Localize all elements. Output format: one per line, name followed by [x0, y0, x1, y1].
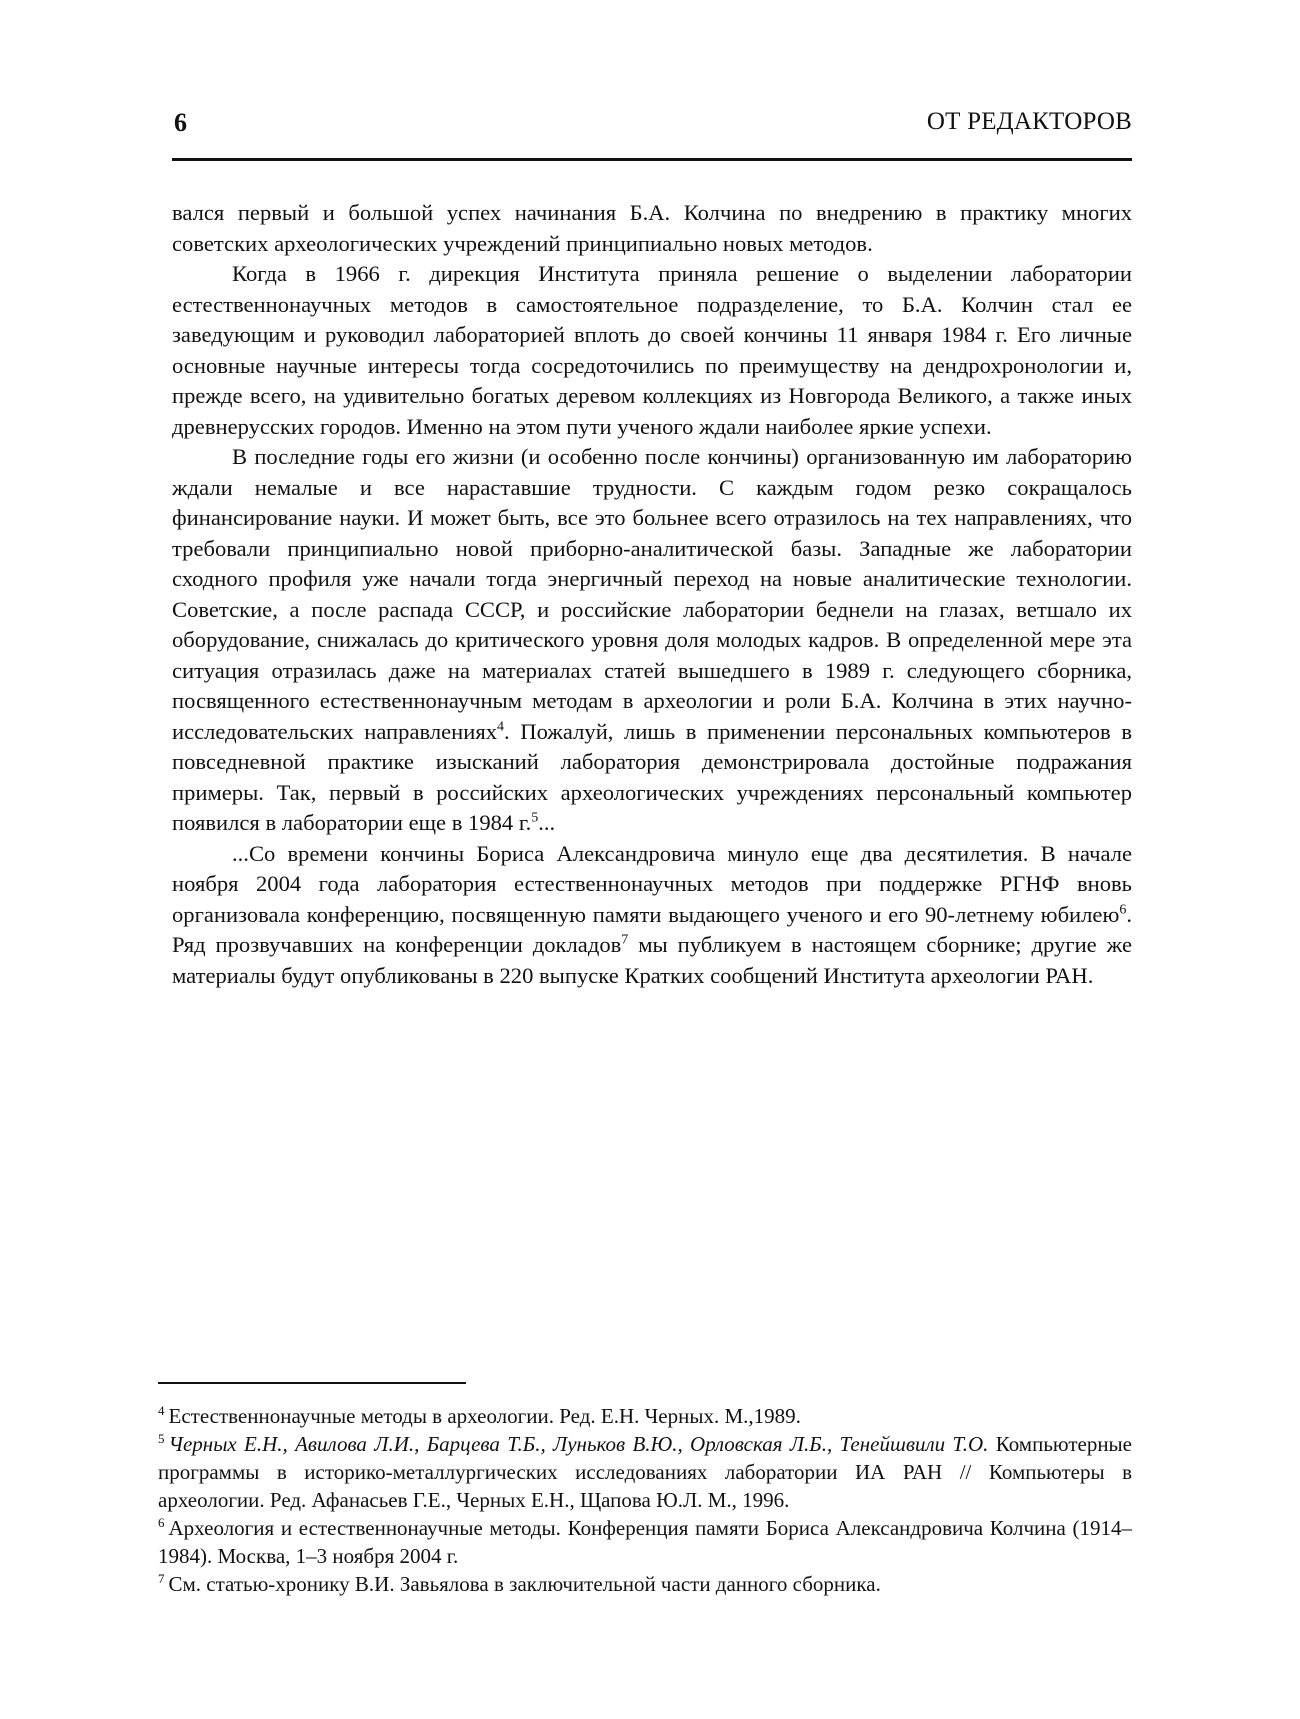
footnote-text: Естественнонаучные методы в археологии. Ред. Е.Н. Черных. М.,1989.: [168, 1404, 801, 1428]
page-header: [172, 108, 1132, 148]
footnote-text: Компьютерные программы в историко-металлургических исследованиях лаборатории ИА РАН // Компьютеры в археологии. Ред. Афанасьев Г.Е., Черных Е.Н., Щапова Ю.Л. М., 1996.: [158, 1432, 1132, 1512]
page-number: 6: [174, 108, 187, 137]
footnote-ref-5[interactable]: 5: [531, 810, 539, 826]
footnote-7: [158, 1570, 1132, 1598]
footnote-4: [158, 1402, 1132, 1430]
header-rule: [172, 158, 1132, 161]
footnotes: [158, 1402, 1132, 1598]
footnote-text: Археология и естественнонаучные методы. Конференция памяти Бориса Александровича Колчина (1914–1984). Москва, 1–3 ноября 2004 г.: [158, 1516, 1132, 1568]
paragraph-text: ...: [538, 810, 556, 835]
footnote-number: 5: [158, 1431, 165, 1446]
footnote-text: См. статью-хронику В.И. Завьялова в заключительной части данного сборника.: [168, 1572, 881, 1596]
footnote-number: 6: [158, 1515, 165, 1530]
footnote-rule: [158, 1382, 466, 1384]
paragraph-text: . Ряд прозвучавших на конференции докладов: [172, 901, 1132, 957]
paragraph-text: мы публикуем в настоящем сборнике; другие же материалы будут опубликованы в 220 выпуске Кратких сообщений Института археологии РАН.: [172, 932, 1133, 988]
paragraph-continuation: вался первый и большой успех начинания Б.А. Колчина по внедрению в практику многих советских археологических учреждений принципиально новых методов.: [172, 200, 1132, 256]
paragraph-conference: [172, 839, 1132, 992]
footnote-number: 4: [158, 1403, 165, 1418]
footnote-ref-7[interactable]: 7: [621, 932, 629, 948]
footnote-ref-4[interactable]: 4: [497, 718, 505, 734]
paragraph-text: В последние годы его жизни (и особенно после кончины) организованную им лабораторию ждали немалые и все нараставшие трудности. С каждым годом резко сокращалось финансирование науки. И может быть, все это больнее всего отразилось на тех направлениях, что требовали принципиально новой приборно-аналитической базы. Западные же лаборатории сходного профиля уже начали тогда энергичный переход на новые аналитические технологии. Советские, а после распада СССР, и российские лаборатории беднели на глазах, ветшало их оборудование, снижалась до критического уровня доля молодых кадров. В определенной мере эта ситуация отразилась даже на материалах статей вышедшего в 1989 г. следующего сборника, посвященного естественнонаучным методам в археологии и роли Б.А. Колчина в этих научно-исследовательских направлениях: [172, 444, 1132, 744]
paragraph-text: . Пожалуй, лишь в применении персональных компьютеров в повседневной практике изысканий лаборатория демонстрировала достойные подражания примеры. Так, первый в российских археологических учреждениях персональный компьютер появился в лаборатории еще в 1984 г.: [172, 718, 1132, 835]
footnote-number: 7: [158, 1571, 165, 1586]
paragraph-1966: Когда в 1966 г. дирекция Института приняла решение о выделении лаборатории естественнонаучных методов в самостоятельное подразделение, то Б.А. Колчин стал ее заведующим и руководил лабораторией вплоть до своей кончины 11 января 1984 г. Его личные основные научные интересы тогда сосредоточились по преимуществу на дендрохронологии и, прежде всего, на удивительно богатых деревом коллекциях из Новгорода Великого, а также иных древнерусских городов. Именно на этом пути ученого ждали наиболее яркие успехи.: [172, 261, 1132, 439]
footnote-6: [158, 1514, 1132, 1570]
body-text: [172, 198, 1132, 991]
paragraph-text: ...Со времени кончины Бориса Александровича минуло еще два десятилетия. В начале ноября 2004 года лаборатория естественнонаучных методов при поддержке РГНФ вновь организовала конференцию, посвященную памяти выдающего ученого и его 90-летнему юбилею: [172, 840, 1132, 927]
footnote-ref-6[interactable]: 6: [1119, 901, 1127, 917]
footnote-authors: Черных Е.Н., Авилова Л.И., Барцева Т.Б., Луньков В.Ю., Орловская Л.Б., Тенейшвили Т.О.: [168, 1432, 989, 1456]
running-head: ОТ РЕДАКТОРОВ: [926, 108, 1132, 135]
paragraph-difficulties: [172, 442, 1132, 839]
footnote-5: [158, 1430, 1132, 1514]
